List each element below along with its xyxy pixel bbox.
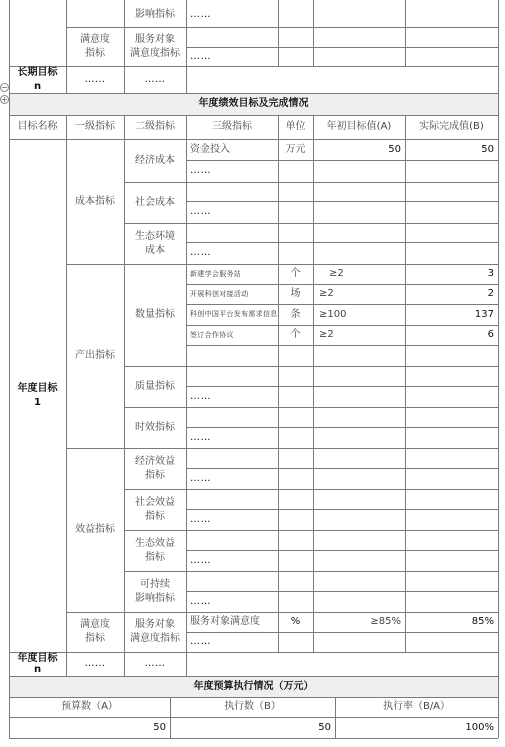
annual-goal-n-dots-1: ……: [84, 658, 106, 669]
budget-value: 50: [153, 721, 166, 733]
satisfaction-dots: ……: [190, 636, 211, 647]
satisfaction-actual: 85%: [471, 616, 494, 627]
budget-header-budget: 预算数（A）: [61, 701, 118, 712]
timeliness-indicator-label: 时效指标: [135, 421, 175, 433]
output-row-unit: 个: [290, 329, 301, 340]
sustain-impact-dots: ……: [190, 595, 211, 607]
long-term-dots-1: ……: [84, 73, 106, 85]
header-level1: 一级指标: [75, 121, 115, 132]
output-row-name: 签订合作协议: [190, 330, 234, 339]
budget-header-rate: 执行率（B/A）: [382, 701, 451, 712]
quality-indicator-label: 质量指标: [135, 380, 175, 392]
timeliness-dots: ……: [190, 431, 211, 443]
economic-cost-dots: ……: [190, 165, 211, 176]
social-cost-label: 社会成本: [135, 196, 175, 208]
output-indicator-label: 产出指标: [75, 350, 115, 361]
satisfaction-indicator-label: 满意度 指标: [80, 33, 110, 59]
funding-target: 50: [388, 143, 401, 155]
add-row-icon[interactable]: +: [1, 95, 8, 104]
benefit-indicator-label: 效益指标: [75, 524, 115, 535]
output-row-target: ≥2: [319, 329, 334, 340]
performance-section-title: 年度绩效目标及完成情况: [198, 98, 309, 109]
quality-dots: ……: [190, 390, 211, 402]
impact-dots: ……: [190, 9, 211, 20]
header-level3: 三级指标: [212, 121, 252, 132]
header-target: 年初目标值(A): [326, 121, 392, 132]
output-row-name: 新建学会服务站: [190, 269, 242, 278]
economic-cost-label: 经济成本: [135, 154, 175, 166]
output-row-actual: 2: [487, 288, 494, 299]
output-row-unit: 场: [290, 288, 301, 299]
output-row-name: 科创中国平台发布需求信息: [190, 310, 278, 318]
eco-benefit-dots: ……: [190, 554, 211, 566]
header-goal-name: 目标名称: [17, 121, 58, 132]
service-object-label: 服务对象 满意度指标: [130, 33, 180, 59]
output-row-target: ≥2: [319, 288, 334, 299]
output-row-unit: 个: [290, 268, 301, 279]
eco-env-cost-label: 生态环境 成本: [135, 230, 175, 256]
long-term-dots-2: ……: [144, 73, 166, 85]
annual-goal-n-label: 年度目标 n: [17, 653, 58, 675]
header-level2: 二级指标: [135, 121, 175, 132]
budget-section-title: 年度预算执行情况（万元）: [193, 680, 314, 692]
output-row-name: 开展科创对接活动: [190, 289, 249, 298]
satisfaction-target: ≥85%: [370, 616, 401, 627]
social-benefit-dots: ……: [190, 513, 211, 525]
satisfaction-label: 满意度 指标: [80, 619, 110, 644]
cost-indicator-label: 成本指标: [75, 195, 115, 207]
header-unit: 单位: [285, 121, 306, 132]
output-row-actual: 3: [487, 268, 494, 279]
collapse-icon[interactable]: −: [1, 83, 8, 92]
impact-indicator-label: 影响指标: [135, 9, 175, 20]
annual-goal-n-dots-2: ……: [144, 658, 166, 669]
economic-benefit-dots: ……: [190, 472, 211, 484]
budget-header-exec: 执行数（B）: [224, 701, 281, 712]
satisfaction-unit: %: [290, 616, 301, 627]
social-benefit-label: 社会效益 指标: [135, 496, 175, 522]
rate-value: 100%: [465, 721, 494, 733]
service-object-dots: ……: [190, 50, 211, 62]
funding-name: 资金投入: [190, 143, 230, 155]
service-satisfaction-label: 服务对象 满意度指标: [130, 619, 180, 644]
quantity-indicator-label: 数量指标: [135, 309, 175, 320]
eco-env-cost-dots: ……: [190, 247, 211, 258]
long-term-goal-label: 长期目标 n: [17, 66, 58, 92]
annual-goal-1-label: 年度目标 1: [17, 382, 58, 408]
sustain-impact-label: 可持续 影响指标: [135, 578, 175, 604]
eco-benefit-label: 生态效益 指标: [135, 537, 175, 563]
output-row-target: ≥2: [329, 268, 344, 279]
output-row-target: ≥100: [319, 308, 347, 320]
output-row-actual: 137: [474, 308, 494, 320]
funding-actual: 50: [481, 143, 494, 155]
funding-unit: 万元: [285, 143, 306, 155]
satisfaction-name: 服务对象满意度: [190, 616, 260, 627]
social-cost-dots: ……: [190, 206, 211, 217]
output-row-actual: 6: [487, 329, 494, 340]
economic-benefit-label: 经济效益 指标: [135, 455, 175, 481]
exec-value: 50: [318, 721, 331, 733]
header-actual: 实际完成值(B): [419, 121, 484, 132]
output-row-unit: 条: [290, 308, 301, 320]
